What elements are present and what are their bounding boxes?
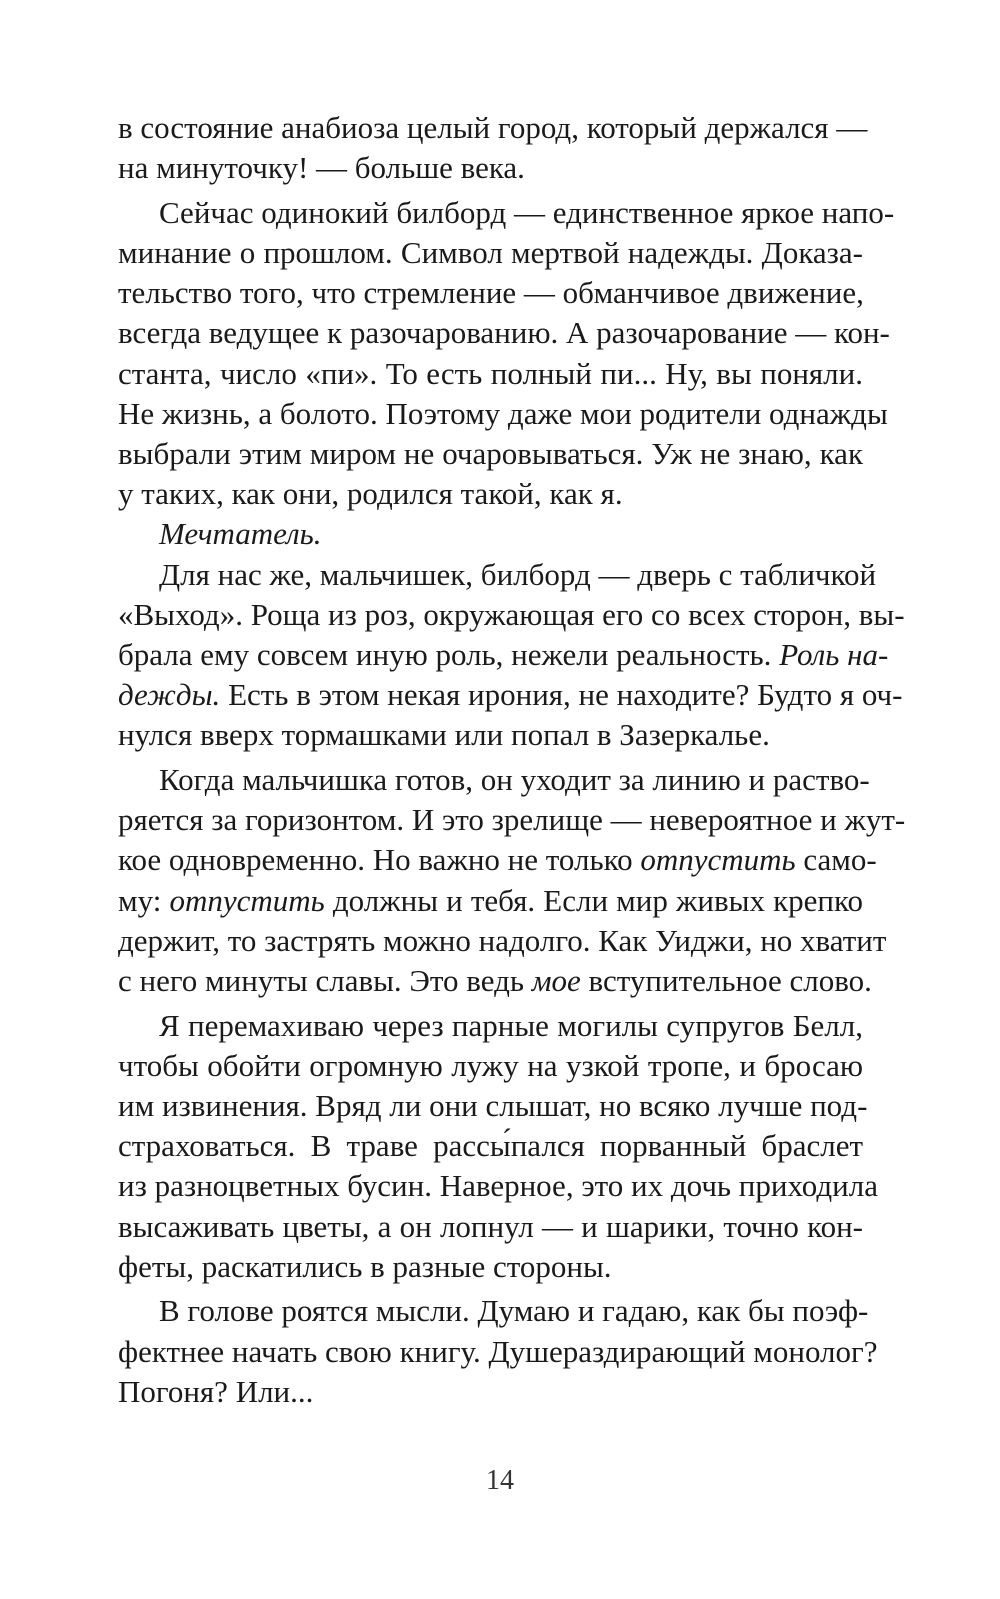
text-line: [118, 1291, 869, 1331]
text-line: [118, 1372, 863, 1412]
page-number: 14: [486, 1465, 514, 1496]
text-segment: страховаться. В траве рассы́пался порванный браслет: [118, 1128, 863, 1164]
text-segment: ряется за горизонтом. И это зрелище — невероятное и жут-: [118, 802, 906, 838]
text-line: [118, 595, 905, 635]
text-segment: на минуточку! — больше века.: [118, 150, 525, 186]
text-line: [118, 108, 868, 148]
text-segment: нулся вверх тормашками или попал в Зазеркалье.: [118, 717, 770, 753]
text-segment: Есть в этом некая ирония, не находите? Будто я оч-: [220, 677, 903, 713]
body-text: [118, 108, 906, 1412]
text-line: [118, 675, 903, 715]
text-line: [118, 760, 870, 800]
text-line: [118, 233, 863, 273]
text-line: [118, 555, 877, 595]
text-segment: выбрали этим миром не очаровываться. Уж не знаю, как: [118, 436, 863, 471]
text-segment: им извинения. Вряд ли они слышат, но всяко лучше под-: [118, 1088, 868, 1123]
text-line: [118, 474, 863, 514]
text-line: [118, 961, 872, 1001]
italic-text: мое: [531, 962, 581, 998]
text-line: [118, 193, 895, 233]
text-segment: брала ему совсем иную роль, нежели реальность.: [118, 636, 780, 672]
text-segment: кое одновременно. Но важно не только: [118, 842, 641, 878]
text-segment: с него минуты славы. Это ведь: [118, 962, 532, 998]
text-line: [118, 434, 863, 474]
text-segment: му:: [118, 882, 170, 918]
text-line: [118, 800, 906, 840]
text-segment: чтобы обойти огромную лужу на узкой тропе, и бросаю: [118, 1047, 863, 1083]
text-segment: из разноцветных бусин. Наверное, это их дочь приходила: [118, 1168, 878, 1204]
text-segment: В голове роятся мысли. Думаю и гадаю, как бы поэф-: [159, 1293, 869, 1329]
italic-text: дежды.: [118, 677, 221, 713]
text-segment: «Выход». Роща из роз, окружающая его со всех сторон, вы-: [118, 596, 905, 632]
italic-text: Роль на-: [779, 636, 889, 672]
text-line: [118, 1006, 863, 1046]
text-segment: у таких, как они, родился такой, как я.: [118, 476, 623, 512]
text-segment: станта, число «пи». То есть полный пи... Ну, вы поняли.: [118, 355, 863, 391]
text-line: [118, 840, 877, 880]
text-segment: фектнее начать свою книгу. Душераздирающий монолог?: [118, 1333, 878, 1369]
text-line: [118, 921, 887, 961]
text-line: [118, 1086, 868, 1126]
text-segment: Не жизнь, а болото. Поэтому даже мои родители однажды: [118, 395, 888, 431]
text-segment: само-: [795, 842, 877, 878]
text-line: [118, 354, 863, 394]
text-line: [118, 881, 863, 921]
text-line: [118, 715, 863, 755]
text-segment: должны и тебя. Если мир живых крепко: [324, 882, 863, 918]
text-segment: держит, то застрять можно надолго. Как Уиджи, но хватит: [118, 922, 887, 958]
text-segment: всегда ведущее к разочарованию. А разочарование — кон-: [118, 315, 890, 351]
italic-text: отпустить: [169, 882, 325, 918]
text-segment: феты, раскатились в разные стороны.: [118, 1248, 612, 1284]
text-line: [118, 148, 863, 188]
text-segment: Я перемахиваю через парные могилы супругов Белл,: [159, 1007, 863, 1043]
text-line: [118, 1332, 878, 1372]
text-line: [118, 1247, 863, 1287]
text-segment: Погоня? Или...: [118, 1373, 314, 1409]
text-segment: минание о прошлом. Символ мертвой надежды. Доказа-: [118, 235, 863, 271]
text-line: [118, 394, 888, 434]
text-line: [118, 313, 890, 353]
text-segment: вступительное слово.: [580, 962, 872, 998]
text-segment: Сейчас одинокий билборд — единственное яркое напо-: [159, 194, 895, 230]
text-line: [118, 1126, 863, 1166]
text-segment: Для нас же, мальчишек, билборд — дверь с табличкой: [159, 556, 877, 592]
text-line: [118, 1046, 863, 1086]
italic-text: Мечтатель.: [159, 516, 322, 552]
text-line: [118, 1166, 878, 1206]
text-segment: высаживать цветы, а он лопнул — и шарики, точно кон-: [118, 1208, 863, 1244]
text-line: [118, 273, 863, 313]
text-line: [118, 635, 889, 675]
text-segment: в состояние анабиоза целый город, который держался —: [118, 110, 868, 145]
text-segment: Когда мальчишка готов, он уходит за линию и раство-: [159, 762, 870, 797]
text-segment: тельство того, что стремление — обманчивое движение,: [118, 275, 864, 311]
text-line: [118, 1207, 863, 1247]
text-line: [118, 514, 863, 554]
italic-text: отпустить: [640, 842, 796, 878]
